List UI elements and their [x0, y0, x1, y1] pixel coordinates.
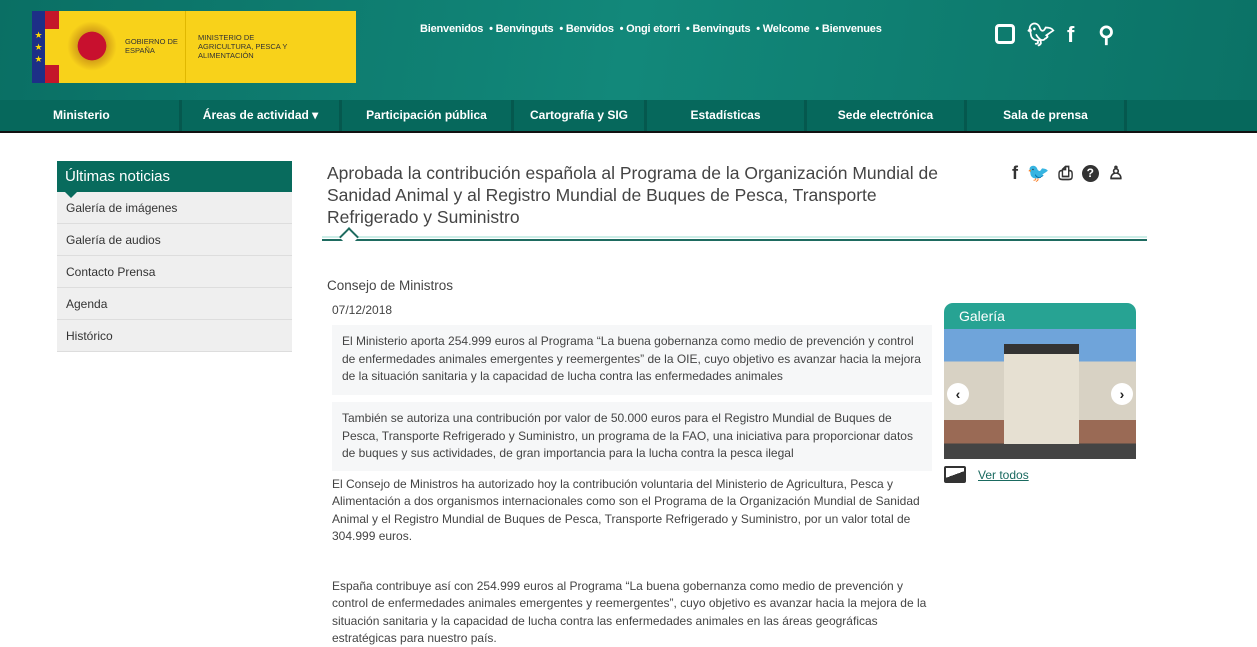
lang-link[interactable]: • Welcome	[756, 23, 810, 35]
sidebar	[57, 161, 292, 352]
twitter-icon[interactable]: 🐦	[1027, 163, 1050, 183]
sidebar-item-historico[interactable]: Histórico	[57, 320, 292, 352]
logo-divider	[185, 11, 186, 83]
gallery-title: Galería	[944, 303, 1136, 329]
highlight-box: El Ministerio aporta 254.999 euros al Programa “La buena gobernanza como medio de prevención y control de enfermedades animales emergentes y reemergentes” de la OIE, cuyo objetivo es avanzar hacia la mejora de la situación sanitaria y la capacidad de lucha contra las enfermedades animales	[332, 325, 932, 395]
instagram-icon[interactable]	[995, 24, 1015, 44]
title-divider	[322, 236, 1147, 241]
article-date: 07/12/2018	[332, 303, 393, 317]
main-nav	[0, 100, 1257, 133]
sidebar-item-agenda[interactable]: Agenda	[57, 288, 292, 320]
site-header	[0, 0, 1257, 100]
sidebar-item-galeria-audios[interactable]: Galería de audios	[57, 224, 292, 256]
spain-flag	[45, 11, 59, 83]
sidebar-title[interactable]: Últimas noticias	[57, 161, 292, 192]
nav-ministerio[interactable]: Ministerio	[0, 100, 182, 131]
help-icon[interactable]: ?	[1082, 165, 1099, 182]
facebook-icon[interactable]: f	[1066, 22, 1075, 47]
government-logo[interactable]	[32, 11, 356, 83]
nav-estadisticas[interactable]: Estadísticas	[647, 100, 807, 131]
chevron-left-icon[interactable]: ‹	[947, 383, 969, 405]
see-all	[944, 466, 1029, 483]
coat-of-arms-icon	[67, 21, 117, 71]
nav-participacion[interactable]: Participación pública	[342, 100, 514, 131]
twitter-icon[interactable]: 🐦︎	[1027, 22, 1055, 47]
page-title: Aprobada la contribución española al Programa de la Organización Mundial de Sanidad Animal y al Registro Mundial de Buques de Pesca, Transporte Refrigerado y Suministro	[327, 163, 938, 227]
gallery-widget	[944, 303, 1136, 459]
social-links	[995, 22, 1114, 48]
lang-link[interactable]: • Benvinguts	[489, 23, 554, 35]
article-paragraph: España contribuye así con 254.999 euros al Programa “La buena gobernanza como medio de prevención y control de enfermedades animales emergentes y reemergentes”, cuyo objetivo es avanzar hacia la mejora de la situación sanitaria y la capacidad de lucha contra las enfermedades animales en las áreas geográficas estratégicas para nuestro país.	[332, 579, 927, 645]
nav-sede[interactable]: Sede electrónica	[807, 100, 967, 131]
eu-flag: ★ ★ ★	[32, 11, 45, 83]
lang-link[interactable]: • Benvidos	[559, 23, 614, 35]
gobierno-label: GOBIERNO DE ESPAÑA	[125, 37, 178, 55]
lang-link[interactable]: • Ongi etorri	[619, 23, 681, 35]
lang-link[interactable]: Bienvenidos	[420, 23, 484, 35]
nav-areas[interactable]: Áreas de actividad ▾	[182, 100, 342, 131]
gallery-image[interactable]	[944, 329, 1136, 459]
see-all-link[interactable]: Ver todos	[978, 467, 1029, 482]
sidebar-item-galeria-imagenes[interactable]: Galería de imágenes	[57, 192, 292, 224]
chevron-right-icon[interactable]: ›	[1111, 383, 1133, 405]
divider-caret	[339, 227, 359, 247]
image-icon	[944, 466, 966, 483]
search-icon[interactable]: ⚲	[1098, 22, 1115, 47]
facebook-icon[interactable]: f	[1012, 163, 1018, 183]
article-tools	[1012, 163, 1124, 184]
lang-link[interactable]: • Bienvenues	[815, 23, 882, 35]
article-category: Consejo de Ministros	[327, 278, 454, 293]
sidebar-item-contacto-prensa[interactable]: Contacto Prensa	[57, 256, 292, 288]
article-paragraph: El Consejo de Ministros ha autorizado hoy la contribución voluntaria del Ministerio de Agricultura, Pesca y Alimentación a dos organismos internacionales como son el Programa de la Organización Mundial de Sanidad Animal y el Registro Mundial de Buques de Pesca, Transporte Refrigerado y Suministro, por un valor total de 304.999 euros.	[332, 477, 920, 543]
language-links	[420, 23, 885, 35]
highlight-box: También se autoriza una contribución por valor de 50.000 euros para el Registro Mundial de Buques de Pesca, Transporte Refrigerado y Suministro, un programa de la FAO, una iniciativa para proporcionar datos de buques y sus actividades, de gran importancia para la lucha contra la pesca ilegal	[332, 402, 932, 471]
accessibility-icon[interactable]: ♙	[1107, 163, 1124, 183]
nav-cartografia[interactable]: Cartografía y SIG	[514, 100, 647, 131]
building-photo	[1004, 344, 1079, 444]
ministerio-label: MINISTERIO DE AGRICULTURA, PESCA Y ALIMENTACIÓN	[198, 33, 288, 60]
nav-sala-prensa[interactable]: Sala de prensa	[967, 100, 1127, 131]
lang-link[interactable]: • Benvinguts	[686, 23, 751, 35]
print-icon[interactable]: ⎙	[1058, 163, 1073, 183]
